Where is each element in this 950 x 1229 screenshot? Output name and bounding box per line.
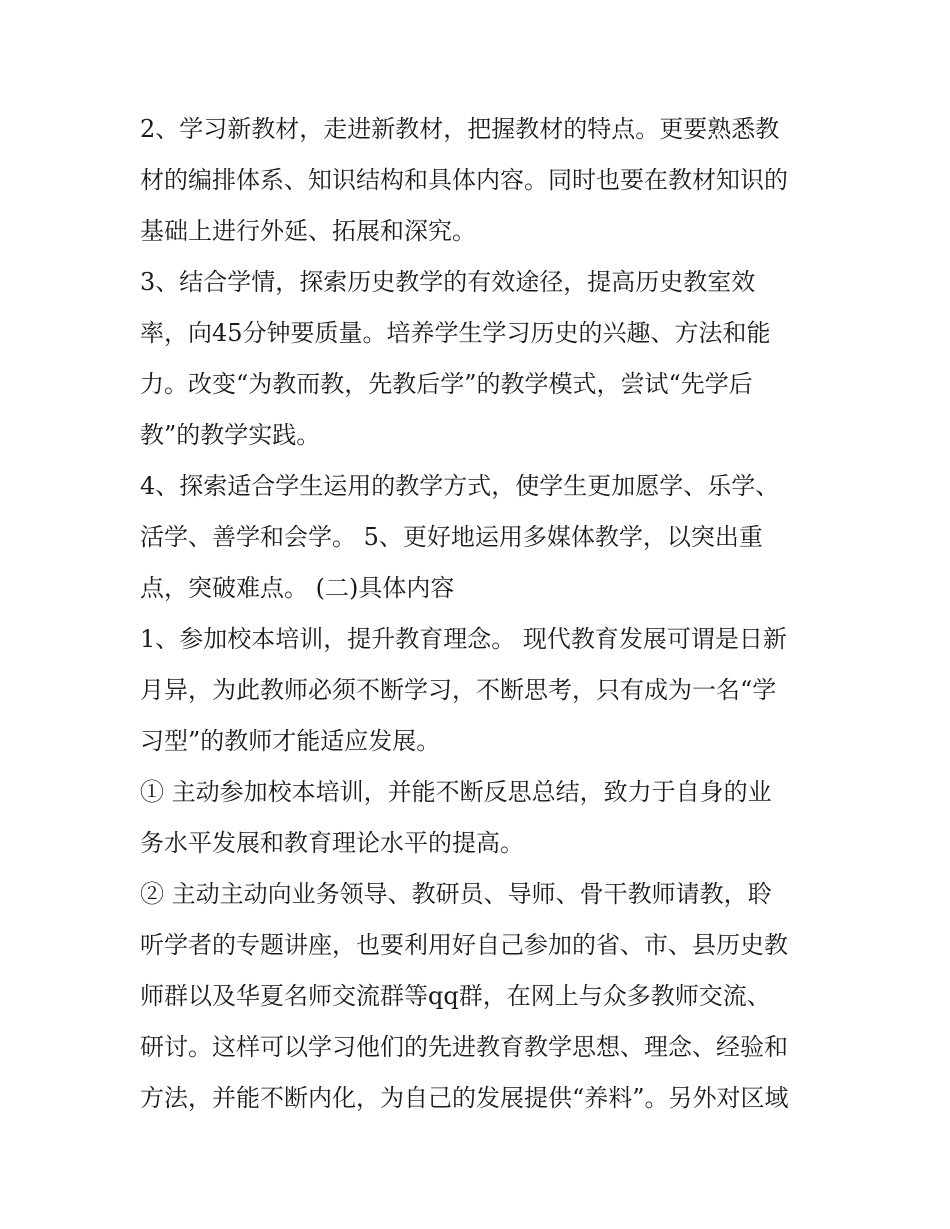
- text-line: 研讨。这样可以学习他们的先进教育教学思想、理念、经验和: [140, 1033, 788, 1061]
- text-line: 率，向45分钟要质量。培养学生学习历史的兴趣、方法和能: [140, 319, 771, 347]
- text-line: 习型”的教师才能适应发展。: [140, 727, 441, 755]
- document-body: [140, 104, 820, 1124]
- text-line: 1、参加校本培训，提升教育理念。 现代教育发展可谓是日新: [140, 625, 787, 653]
- text-line: 方法，并能不断内化，为自己的发展提供“养料”。另外对区域: [140, 1084, 789, 1112]
- text-line: 听学者的专题讲座，也要利用好自己参加的省、市、县历史教: [140, 931, 788, 959]
- text-line: 活学、善学和会学。 5、更好地运用多媒体教学，以突出重: [140, 523, 763, 551]
- text-line: 基础上进行外延、拓展和深究。: [140, 217, 476, 245]
- text-line: 点，突破难点。 (二)具体内容: [140, 574, 455, 602]
- text-line: 力。改变“为教而教，先教后学”的教学模式，尝试“先学后: [140, 370, 753, 398]
- text-line: 3、结合学情，探索历史教学的有效途径，提高历史教室效: [140, 268, 756, 296]
- text-line: ① 主动参加校本培训，并能不断反思总结，致力于自身的业: [140, 778, 772, 806]
- text-line: ② 主动主动向业务领导、教研员、导师、骨干教师请教，聆: [140, 880, 772, 908]
- text-line: 师群以及华夏名师交流群等qq群，在网上与众多教师交流、: [140, 982, 771, 1010]
- text-line: 材的编排体系、知识结构和具体内容。同时也要在教材知识的: [140, 166, 788, 194]
- text-line: 月异，为此教师必须不断学习，不断思考，只有成为一名“学: [140, 676, 777, 704]
- text-line: 2、学习新教材，走进新教材，把握教材的特点。更要熟悉教: [140, 115, 780, 143]
- text-line: 4、探索适合学生运用的教学方式，使学生更加愿学、乐学、: [140, 472, 780, 500]
- text-line: 教”的教学实践。: [140, 421, 321, 449]
- text-line: 务水平发展和教育理论水平的提高。: [140, 829, 524, 857]
